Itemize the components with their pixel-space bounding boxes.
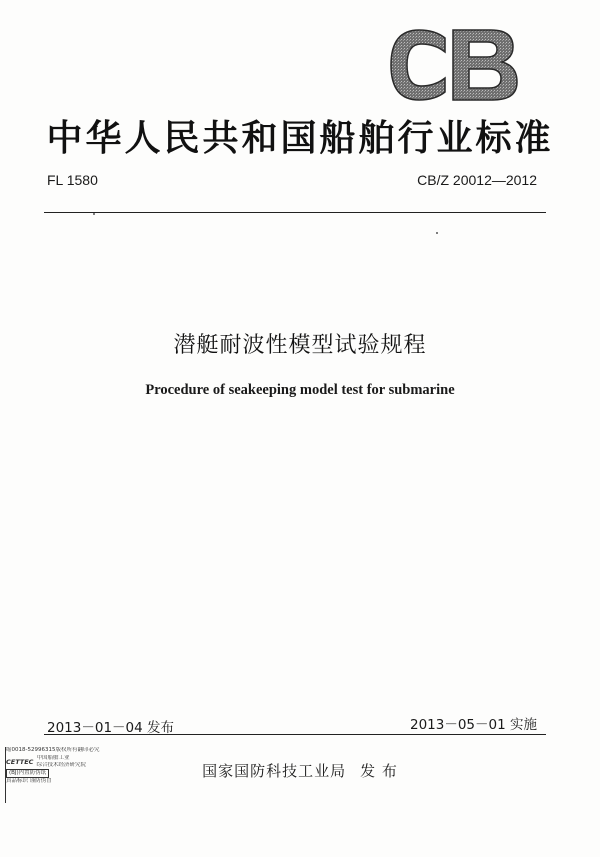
stamp-line: 中国船舶工业 — [36, 755, 70, 761]
scan-speck — [93, 213, 95, 215]
header-divider — [44, 212, 546, 213]
footer-divider — [44, 734, 546, 735]
stamp-line: 真品标识 谨防伪冒 — [6, 778, 52, 784]
classification-number: FL 1580 — [47, 172, 98, 188]
standard-number: CB/Z 20012—2012 — [417, 172, 537, 188]
main-title: 中华人民共和国船舶行业标准 — [46, 118, 554, 159]
stamp-line: (BJ)内置防伪纸 — [6, 769, 49, 778]
document-title-chinese: 潜艇耐波性模型试验规程 — [173, 333, 427, 358]
publisher-suffix: 发 布 — [360, 762, 398, 780]
stamp-brand: CETTEC — [6, 757, 34, 766]
cb-logo — [383, 24, 523, 106]
issue-date: 2013－01－04 发布 — [47, 720, 175, 736]
scan-speck — [436, 232, 438, 234]
publisher-name: 国家国防科技工业局 — [202, 762, 347, 780]
stamp-line: 综合技术经济研究院 — [36, 762, 86, 768]
document-title-english: Procedure of seakeeping model test for submarine — [145, 382, 455, 398]
stamp-line: 缩0018-52996315版权所有翻印必究 — [6, 747, 100, 753]
implementation-date: 2013－05－01 实施 — [409, 717, 537, 733]
